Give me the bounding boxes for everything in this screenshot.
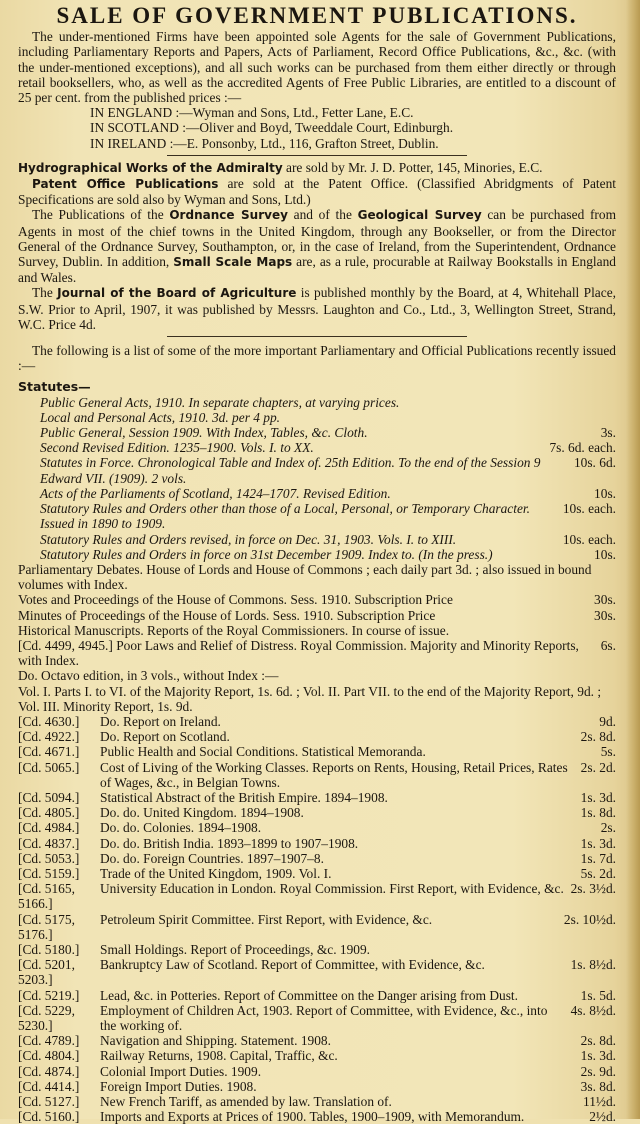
item-price: 7s. 6d. each. <box>549 440 616 456</box>
list-item <box>18 623 616 638</box>
page-title: SALE OF GOVERNMENT PUBLICATIONS. <box>56 3 578 28</box>
list-item <box>18 638 616 668</box>
command-paper-number: [Cd. 5219.] <box>18 987 80 1003</box>
divider <box>167 155 467 156</box>
item-title: Public Health and Social Conditions. Statistical Memoranda. <box>100 744 426 760</box>
item-price: 1s. 8½d. <box>570 957 616 973</box>
list-item <box>18 942 616 957</box>
list-item <box>18 1109 616 1124</box>
divider <box>167 336 467 337</box>
list-item <box>18 805 616 820</box>
survey-text-a: The Publications of the <box>32 207 170 223</box>
item-title: Parliamentary Debates. House of Lords and House of Commons ; each daily part 3d. ; also issued in bound volumes with Index. <box>18 561 592 593</box>
list-item <box>40 547 616 562</box>
command-paper-number: [Cd. 5180.] <box>18 941 80 957</box>
agent-scotland: IN SCOTLAND :—Oliver and Boyd, Tweeddale Court, Edinburgh. <box>90 120 454 136</box>
journal-heading: Journal of the Board of Agriculture <box>57 286 297 301</box>
list-item <box>18 562 616 592</box>
item-title: Employment of Children Act, 1903. Report of Committee, with Evidence, &c., into the working of. <box>100 1002 548 1033</box>
item-price: 2s. 2d. <box>580 759 616 775</box>
list-item <box>18 912 616 942</box>
list-item <box>18 957 616 987</box>
item-title: Votes and Proceedings of the House of Commons. Sess. 1910. Subscription Price <box>18 592 453 608</box>
geological-heading: Geological Survey <box>357 208 482 223</box>
command-paper-number: [Cd. 4805.] <box>18 805 80 821</box>
general-list <box>18 562 616 714</box>
item-price: 3s. 8d. <box>580 1078 616 1094</box>
item-price: 6s. <box>600 637 616 653</box>
item-price: 5s. <box>600 744 616 760</box>
item-title: Local and Personal Acts, 1910. 3d. per 4 pp. <box>40 409 281 425</box>
command-paper-number: [Cd. 5160.] <box>18 1109 80 1124</box>
small-scale-maps-heading: Small Scale Maps <box>173 255 293 270</box>
agents-list <box>18 105 616 151</box>
list-item <box>40 501 616 531</box>
command-paper-number: [Cd. 4804.] <box>18 1048 80 1064</box>
item-price: 1s. 8d. <box>580 805 616 821</box>
item-price: 11½d. <box>583 1094 616 1110</box>
list-item <box>18 1064 616 1079</box>
list-item <box>18 592 616 607</box>
item-title: Public General, Session 1909. With Index, Tables, &c. Cloth. <box>40 425 368 441</box>
survey-text-d: can be purchased from Agents in most of the chief towns in the United Kingdom, through any Bookseller, or from the Director General of the Ordnance Survey, Southampton, or, in the case of Ireland, from the Superintendent, Ordnance Survey, Dublin. In addition, <box>18 207 616 270</box>
command-paper-number: [Cd. 4837.] <box>18 835 80 851</box>
item-title: Do. do. British India. 1893–1899 to 1907–1908. <box>100 835 359 851</box>
item-title: Bankruptcy Law of Scotland. Report of Committee, with Evidence, &c. <box>100 957 485 973</box>
list-item <box>18 729 616 744</box>
item-title: Statutes in Force. Chronological Table and Index of. 25th Edition. To the end of the Session 9 Edward VII. (1909). 2 vols. <box>40 455 541 486</box>
command-papers-list <box>18 714 616 1124</box>
item-price: 4s. 8½d. <box>570 1002 616 1018</box>
list-item <box>40 395 616 410</box>
item-price: 30s. <box>594 592 616 608</box>
item-title: Do. do. United Kingdom. 1894–1908. <box>100 805 304 821</box>
item-price: 5s. 2d. <box>580 865 616 881</box>
command-paper-number: [Cd. 5094.] <box>18 789 80 805</box>
item-price: 2s. 3½d. <box>570 881 616 897</box>
patent-heading: Patent Office Publications <box>32 177 219 192</box>
item-title: Statistical Abstract of the British Empire. 1894–1908. <box>100 789 388 805</box>
item-title: Lead, &c. in Potteries. Report of Committee on the Danger arising from Dust. <box>100 987 518 1003</box>
command-paper-number: [Cd. 4922.] <box>18 729 80 745</box>
item-title: Historical Manuscripts. Reports of the Royal Commissioners. In course of issue. <box>18 622 450 638</box>
item-title: Do. do. Foreign Countries. 1897–1907–8. <box>100 850 324 866</box>
list-item <box>18 714 616 729</box>
journal-text-c: is published monthly by the Board, at 4, Whitehall Place, S.W. Prior to April, 1907, it was published by Messrs. Laughton and Co., Ltd., 3, Wellington Street, Strand, W.C. Price 4d. <box>18 285 616 332</box>
item-title: [Cd. 4499, 4945.] Poor Laws and Relief of Distress. Royal Commission. Majority and Minority Reports, with Index. <box>18 637 579 669</box>
item-title: Statutory Rules and Orders other than those of a Local, Personal, or Temporary Character. Issued in 1890 to 1909. <box>40 501 530 532</box>
intro-paragraph: The under-mentioned Firms have been appointed sole Agents for the sale of Government Publications, including Parliamentary Reports and Papers, Acts of Parliament, Record Office Publications, &c., &c. (with the under-mentioned exceptions), and all such works can be purchased from them either directly or through retail booksellers, who, as well as the accredited Agents of Free Public Libraries, are entitled to a discount of 25 per cent. from the published prices :— <box>18 29 616 106</box>
command-paper-number: [Cd. 4874.] <box>18 1063 80 1079</box>
page-edge-shadow <box>626 0 640 1119</box>
item-price: 1s. 5d. <box>580 987 616 1003</box>
list-item <box>18 1033 616 1048</box>
command-paper-number: [Cd. 5159.] <box>18 865 80 881</box>
item-title: Acts of the Parliaments of Scotland, 1424–1707. Revised Edition. <box>40 485 391 501</box>
journal-text-a: The <box>32 285 58 301</box>
item-title: Public General Acts, 1910. In separate chapters, at varying prices. <box>40 394 400 410</box>
list-item <box>40 425 616 440</box>
item-price: 2s. <box>600 820 616 836</box>
item-title: Railway Returns, 1908. Capital, Traffic, &c. <box>100 1048 338 1064</box>
item-price: 10s. <box>594 485 616 501</box>
statutes-heading: Statutes— <box>18 379 91 395</box>
item-title: Trade of the United Kingdom, 1909. Vol. I. <box>100 865 332 881</box>
list-item <box>18 608 616 623</box>
admiralty-paragraph <box>18 160 616 176</box>
item-price: 9d. <box>599 713 616 729</box>
patent-text: are sold at the Patent Office. (Classified Abridgments of Patent Specifications are sold also by Wyman and Sons, Ltd.) <box>18 176 617 208</box>
list-item <box>18 790 616 805</box>
ordnance-heading: Ordnance Survey <box>169 208 288 223</box>
survey-text-c: and of the <box>287 207 358 223</box>
item-title: Colonial Import Duties. 1909. <box>100 1063 262 1079</box>
command-paper-number: [Cd. 4414.] <box>18 1078 80 1094</box>
list-item <box>40 486 616 501</box>
list-item <box>40 455 616 485</box>
item-price: 2½d. <box>589 1109 616 1124</box>
list-item <box>40 532 616 547</box>
list-item <box>18 744 616 759</box>
list-item <box>18 668 616 683</box>
command-paper-number: [Cd. 5201, 5203.] <box>18 957 75 988</box>
list-item <box>18 1094 616 1109</box>
item-price: 3s. <box>600 425 616 441</box>
list-item <box>18 1003 616 1033</box>
command-paper-number: [Cd. 4984.] <box>18 820 80 836</box>
item-price: 1s. 7d. <box>580 850 616 866</box>
list-item <box>18 684 616 714</box>
list-intro: The following is a list of some of the more important Parliamentary and Official Publications recently issued :— <box>18 343 616 374</box>
item-title: Statutory Rules and Orders revised, in force on Dec. 31, 1903. Vols. I. to XIII. <box>40 531 457 547</box>
item-title: New French Tariff, as amended by law. Translation of. <box>100 1094 392 1110</box>
statutes-list <box>18 395 616 562</box>
list-item <box>40 440 616 455</box>
list-item <box>18 988 616 1003</box>
item-price: 2s. 8d. <box>580 729 616 745</box>
command-paper-number: [Cd. 4671.] <box>18 744 80 760</box>
command-paper-number: [Cd. 4789.] <box>18 1033 80 1049</box>
command-paper-number: [Cd. 5229, 5230.] <box>18 1002 75 1033</box>
item-title: Imports and Exports at Prices of 1900. Tables, 1900–1909, with Memorandum. <box>100 1109 525 1124</box>
item-title: University Education in London. Royal Commission. First Report, with Evidence, &c. <box>100 881 564 897</box>
list-item <box>40 410 616 425</box>
item-title: Foreign Import Duties. 1908. <box>100 1078 257 1094</box>
list-item <box>18 820 616 835</box>
command-paper-number: [Cd. 4630.] <box>18 713 80 729</box>
item-title: Navigation and Shipping. Statement. 1908. <box>100 1033 331 1049</box>
command-paper-number: [Cd. 5053.] <box>18 850 80 866</box>
item-price: 10s. 6d. <box>573 455 616 471</box>
survey-paragraph <box>18 207 616 285</box>
list-item <box>18 836 616 851</box>
item-title: Second Revised Edition. 1235–1900. Vols. I. to XX. <box>40 440 314 456</box>
item-title: Small Holdings. Report of Proceedings, &c. 1909. <box>100 941 371 957</box>
item-price: 1s. 3d. <box>580 789 616 805</box>
agent-england: IN ENGLAND :—Wyman and Sons, Ltd., Fetter Lane, E.C. <box>90 105 414 121</box>
document-body <box>18 3 617 1124</box>
journal-paragraph <box>18 285 616 332</box>
item-title: Do. Report on Scotland. <box>100 729 230 745</box>
item-title: Statutory Rules and Orders in force on 31st December 1909. Index to. (In the press.) <box>40 546 493 562</box>
list-item <box>18 1079 616 1094</box>
command-paper-number: [Cd. 5127.] <box>18 1094 80 1110</box>
item-price: 2s. 8d. <box>580 1033 616 1049</box>
agent-ireland: IN IRELAND :—E. Ponsonby, Ltd., 116, Grafton Street, Dublin. <box>90 135 439 151</box>
patent-paragraph <box>18 176 616 207</box>
list-item <box>18 851 616 866</box>
item-price: 30s. <box>594 607 616 623</box>
list-item <box>18 1048 616 1063</box>
admiralty-heading: Hydrographical Works of the Admiralty <box>18 160 283 175</box>
list-item <box>18 760 616 790</box>
admiralty-text: are sold by Mr. J. D. Potter, 145, Minories, E.C. <box>282 159 543 175</box>
item-price: 1s. 3d. <box>580 835 616 851</box>
survey-text-e: are, as a rule, procurable at Railway Bookstalls in England and Wales. <box>18 254 616 286</box>
item-title: Do. do. Colonies. 1894–1908. <box>100 820 262 836</box>
item-price: 10s. <box>594 546 616 562</box>
item-price: 2s. 10½d. <box>563 911 616 927</box>
item-price: 10s. each. <box>562 531 616 547</box>
item-title: Petroleum Spirit Committee. First Report, with Evidence, &c. <box>100 911 433 927</box>
item-price: 1s. 3d. <box>580 1048 616 1064</box>
item-title: Vol. I. Parts I. to VI. of the Majority Report, 1s. 6d. ; Vol. II. Part VII. to the end of the Majority Report, 9d. ; Vol. III. Minority Report, 1s. 9d. <box>18 683 602 714</box>
list-item <box>18 866 616 881</box>
item-title: Cost of Living of the Working Classes. Reports on Rents, Housing, Retail Prices, Rates of Wages, &c., in Belgian Towns. <box>100 759 568 790</box>
item-price: 2s. 9d. <box>580 1063 616 1079</box>
item-title: Do. Report on Ireland. <box>100 713 221 729</box>
command-paper-number: [Cd. 5065.] <box>18 759 80 775</box>
item-title: Do. Octavo edition, in 3 vols., without Index :— <box>18 668 279 684</box>
item-price: 10s. each. <box>562 501 616 517</box>
list-item <box>18 881 616 911</box>
command-paper-number: [Cd. 5175, 5176.] <box>18 911 75 942</box>
command-paper-number: [Cd. 5165, 5166.] <box>18 881 75 912</box>
item-title: Minutes of Proceedings of the House of Lords. Sess. 1910. Subscription Price <box>18 607 436 623</box>
